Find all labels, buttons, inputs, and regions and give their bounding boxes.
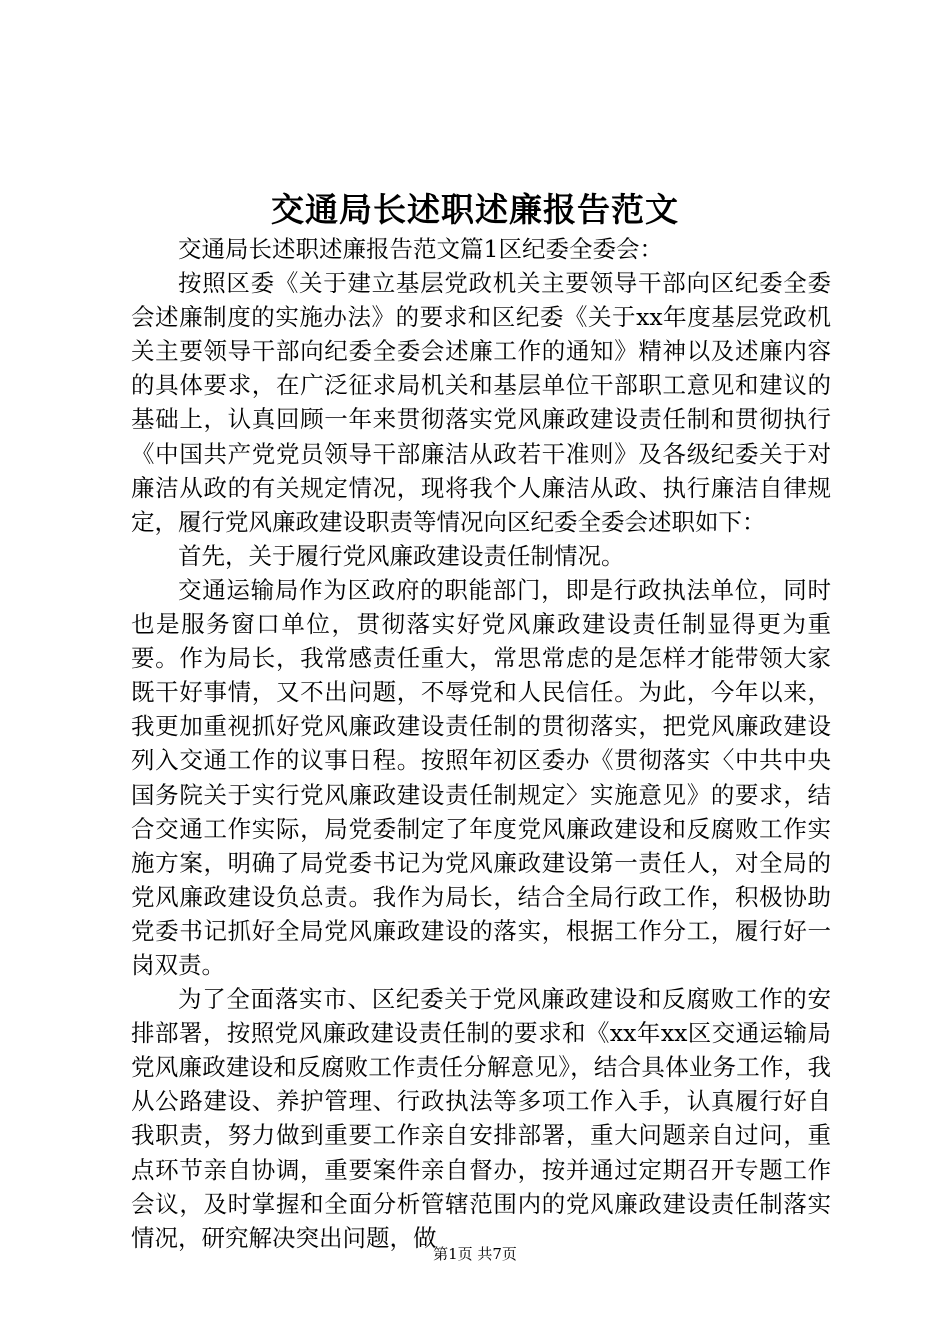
paragraph-heading-first: 首先，关于履行党风廉政建设责任制情况。 <box>178 541 625 570</box>
paragraph-implementation: 为了全面落实市、区纪委关于党风廉政建设和反腐败工作的安排部署，按照党风廉政建设责任制的要求和《xx年xx区交通运输局党风廉政建设和反腐败工作责任分解意见》，结合具体业务工作，我从公路建设、养护管理、行政执法等多项工作入手，认真履行好自我职责，努力做到重要工作亲自安排部署，重大问题亲自过问，重点环节亲自协调，重要案件亲自督办，按并通过定期召开专题工作会议，及时掌握和全面分析管辖范围内的党风廉政建设责任制落实情况，研究解决突出问题，做 <box>131 985 831 1252</box>
paragraph-responsibility: 交通运输局作为区政府的职能部门，即是行政执法单位，同时也是服务窗口单位，贯彻落实好党风廉政建设责任制显得更为重要。作为局长，我常感责任重大，常思常虑的是怎样才能带领大家既干好事情，又不出问题，不辱党和人民信任。为此，今年以来，我更加重视抓好党风廉政建设责任制的贯彻落实，把党风廉政建设列入交通工作的议事日程。按照年初区委办《贯彻落实〈中共中央国务院关于实行党风廉政建设责任制规定〉实施意见》的要求，结合交通工作实际，局党委制定了年度党风廉政建设和反腐败工作实施方案，明确了局党委书记为党风廉政建设第一责任人，对全局的党风廉政建设负总责。我作为局长，结合全局行政工作，积极协助党委书记抓好全局党风廉政建设的落实，根据工作分工，履行好一岗双责。 <box>131 575 831 979</box>
document-title: 交通局长述职述廉报告范文 <box>271 190 679 229</box>
paragraph-intro: 按照区委《关于建立基层党政机关主要领导干部向区纪委全委会述廉制度的实施办法》的要求和区纪委《关于xx年度基层党政机关主要领导干部向纪委全委会述廉工作的通知》精神以及述廉内容的具体要求，在广泛征求局机关和基层单位干部职工意见和建议的基础上，认真回顾一年来贯彻落实党风廉政建设责任制和贯彻执行《中国共产党党员领导干部廉洁从政若干准则》及各级纪委关于对廉洁从政的有关规定情况，现将我个人廉洁从政、执行廉洁自律规定，履行党风廉政建设职责等情况向区纪委全委会述职如下： <box>131 269 831 536</box>
document-body <box>131 232 831 1255</box>
paragraph-greeting: 交通局长述职述廉报告范文篇1区纪委全委会： <box>178 235 663 263</box>
page-footer: 第1页 共7页 <box>433 1245 517 1263</box>
